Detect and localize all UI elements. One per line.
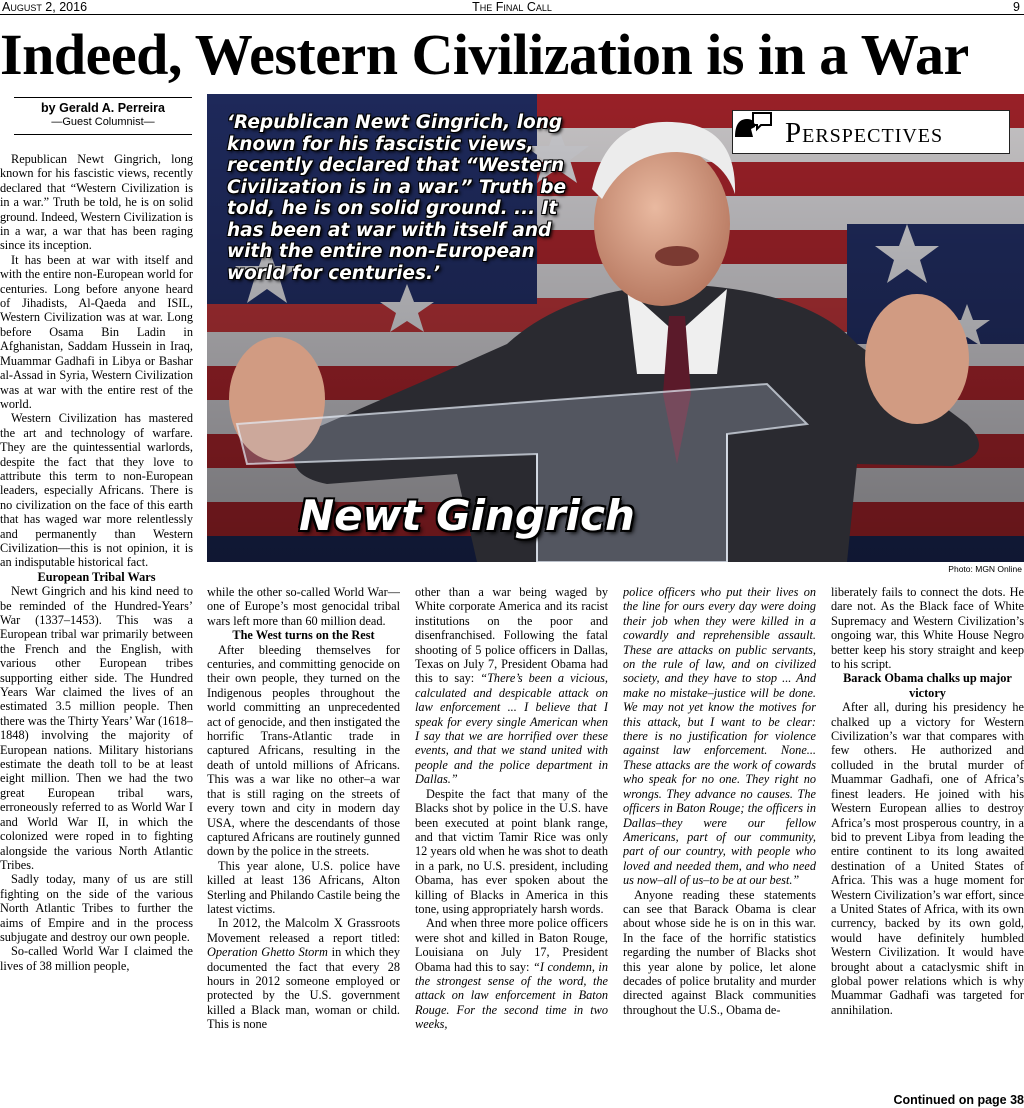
byline	[14, 101, 192, 135]
lead-photo	[207, 94, 1024, 562]
paragraph-text: in which they documented the fact that every 28 hours in 2012 someone employed or protected by the U.S. government killed a Black man, woman or child. This is none	[207, 945, 400, 1032]
paragraph	[415, 916, 608, 1031]
paragraph	[0, 872, 193, 944]
paragraph	[207, 643, 400, 859]
paragraph-text: Anyone reading these statements can see that Barack Obama is clear about whose side he is on in this war. In the face of the horrific statistics regarding the number of Blacks shot this year alone by police, let alone decades of police brutality and murder directed against Black communities throughout the U.S., Obama de-	[623, 887, 816, 1017]
paragraph	[0, 584, 193, 872]
byline-author: by Gerald A. Perreira	[41, 101, 165, 115]
pull-quote: ‘Republican Newt Gingrich, long known for his fascistic views, recently declared that “Western Civilization is in a war.” Truth be told, he is on solid ground. ... It has been at war with itself and with the entire non-European world for centuries.’	[227, 112, 566, 284]
paragraph	[831, 700, 1024, 1017]
paragraph	[623, 888, 816, 1018]
quoted-text: “I condemn, in the strongest sense of the word, the attack on law enforcement in Baton Rouge. For the second time in two weeks,	[415, 959, 608, 1032]
paragraph-text: other than a war being waged by White corporate America and its racist institutions on the poor and disenfranchised. Following the fatal shooting of 5 police officers in Dallas, Texas on July 7, President Obama had this to say:	[415, 585, 608, 686]
paragraph-text: Republican Newt Gingrich, long known for his fascistic views, recently declared that “Western Civilization is in a war.” Truth be told, he is on solid ground. Indeed, Western Civilization is in a war, a war that has been raging since its inception.	[0, 152, 193, 253]
paragraph	[623, 585, 816, 888]
page-number: 9	[1013, 0, 1020, 14]
publication-name: The Final Call	[472, 0, 552, 14]
photo-caption-name: Newt Gingrich	[299, 491, 635, 540]
paragraph	[0, 253, 193, 411]
paragraph	[831, 585, 1024, 671]
quoted-text: police officers who put their lives on the line for ours every day were doing their job when they were killed in a cowardly and reprehensible assault. These are attacks on public servants, on the rule of law, and on civilized society, and they have to stop ... And make no mistake–justice will be done. We may not yet know the motives for this attack, but I want to be clear: there is no justification for violence against law enforcement. None... These attacks are the work of cowards who speak for no one. They right no wrongs. They advance no causes. The officers in Baton Rouge; the officers in Dallas–they were our fellow Americans, part of our community, part of our country, with people who loved and needed them, and who need us now–all of us–to be at our best.”	[623, 585, 816, 888]
paragraph-text: Despite the fact that many of the Blacks shot by police in the U.S. have been executed at point blank range, and that victim Tamir Rice was only 12 years old when he was shot to death in a park, no U.S. president, including Obama, has ever spoken about the killing of Blacks in America in this tone, using appropriately harsh words.	[415, 786, 608, 916]
perspectives-logo	[732, 110, 1010, 154]
article-column-5	[831, 585, 1024, 1092]
paragraph-text: Sadly today, many of us are still fighting on the side of the various North Atlantic Tribes to further the aims of Empire and in the process subjugate and destroy our own people.	[0, 872, 193, 944]
subheading	[0, 570, 193, 584]
paragraph-text: And when three more police officers were shot and killed in Baton Rouge, Louisiana on July 17, President Obama had this to say:	[415, 916, 608, 974]
byline-role: —Guest Columnist—	[51, 116, 155, 128]
subheading	[207, 628, 400, 642]
running-head	[0, 0, 1024, 15]
subheading-text: The West turns on the Rest	[232, 628, 375, 643]
byline-top-rule	[14, 97, 192, 98]
paragraph	[207, 859, 400, 917]
paragraph	[207, 585, 400, 628]
paragraph-text: In 2012, the Malcolm X Grassroots Movement released a report titled:	[207, 916, 400, 945]
paragraph	[415, 585, 608, 787]
continued-line: Continued on page 38	[893, 1093, 1024, 1107]
article-column-1	[0, 152, 193, 1108]
issue-date: August 2, 2016	[2, 0, 88, 14]
paragraph-text: Newt Gingrich and his kind need to be reminded of the Hundred-Years’ War (1337–1453). This was a European tribal war primarily between the French and the English, with various other European tribes supporting either side. The Hundred Years War claimed the lives of an estimated 3.5 million people. Then there was the Thirty Years’ War (1618–1848) involving the majority of European nations. Military historians estimate the death toll to be at least eight million. Then we had the two great European tribal wars, erroneously referred to as World War I and World War II, in which the colonized were roped in to fighting alongside the various North Atlantic Tribes.	[0, 584, 193, 872]
paragraph-text: It has been at war with itself and with the entire non-European world for centuries. Long before anyone heard of Jihadists, Al-Qaeda and ISIL, Western Civilization was at war. Long before Osama Bin Ladin in Afghanistan, Saddam Hussein in Iraq, Muammar Gadhafi in Libya or Bashar al-Assad in Syria, Western Civilization was at war with the entire rest of the world.	[0, 252, 193, 411]
paragraph-text: while the other so-called World War—one of Europe’s most genocidal tribal wars left more than 60 million dead.	[207, 585, 400, 628]
logo-text: Perspectives	[785, 117, 944, 149]
paragraph-text: This year alone, U.S. police have killed at least 136 Africans, Alton Sterling and Philando Castile being the latest victims.	[207, 858, 400, 916]
article-column-3	[415, 585, 608, 1108]
paragraph	[207, 916, 400, 1031]
paragraph-text: After bleeding themselves for centuries, and committing genocide on their own people, they turned on the Indigenous peoples throughout the world committing an unprecedented act of genocide, and then instigated the horrific Trans-Atlantic trade in captured Africans, resulting in the death of untold millions of Africans. This was a war like no other–a war that is still raging on the streets of every town and city in modern day USA, where the descendants of those captured Africans are routinely gunned down by the police in the streets.	[207, 642, 400, 859]
quoted-text: Operation Ghetto Storm	[207, 945, 328, 960]
paragraph	[415, 787, 608, 917]
quoted-text: “There’s been a vicious, calculated and despicable attack on law enforcement ... I believe that I speak for every single American when I say that we are horrified over these events, and that we stand united with people and the police department in Dallas.”	[415, 671, 608, 787]
paragraph	[0, 944, 193, 973]
speech-bubble-profile-icon	[733, 111, 773, 141]
paragraph-text: So-called World War I claimed the lives of 38 million people,	[0, 944, 193, 973]
subheading	[831, 671, 1024, 700]
paragraph	[0, 152, 193, 253]
article-column-2	[207, 585, 400, 1108]
subheading-text: European Tribal Wars	[37, 569, 156, 584]
paragraph-text: Western Civilization has mastered the art and technology of warfare. They are the quintessential warlords, despite the fact that they love to attribute this term to non-European leaders, especially Africans. There is no civilization on the face of this earth that has waged war more relentlessly and permanently than Western Civilization—this is not opinion, it is an indisputable historical fact.	[0, 411, 193, 570]
subheading-text: Barack Obama chalks up major victory	[843, 671, 1012, 700]
article-column-4	[623, 585, 816, 1108]
photo-credit: Photo: MGN Online	[948, 564, 1022, 574]
paragraph-text: liberately fails to connect the dots. He dare not. As the Black face of White Supremacy and Western Civilization’s ongoing war, this White House Negro better keep his story straight and keep to his script.	[831, 585, 1024, 672]
article-headline: Indeed, Western Civilization is in a War	[0, 22, 969, 87]
paragraph	[0, 411, 193, 569]
paragraph-text: After all, during his presidency he chalked up a victory for Western Civilization’s war that compares with few others. He authorized and colluded in the brutal murder of Muammar Gadhafi, one of Africa’s finest leaders. He joined with his Western European allies to destroy Africa’s most prosperous country, in a bid to prevent Libya from leading the entire continent to its long awaited destination of a United States of Africa. This was a huge moment for Western Civilization’s war effort, since a United States of Africa, with its own currency, backed by its own gold, would have definitely humbled Western Civilization. It would have brought about a cataclysmic shift in global power relations which is why Muammar Gadhafi was targeted for annihilation.	[831, 700, 1024, 1017]
